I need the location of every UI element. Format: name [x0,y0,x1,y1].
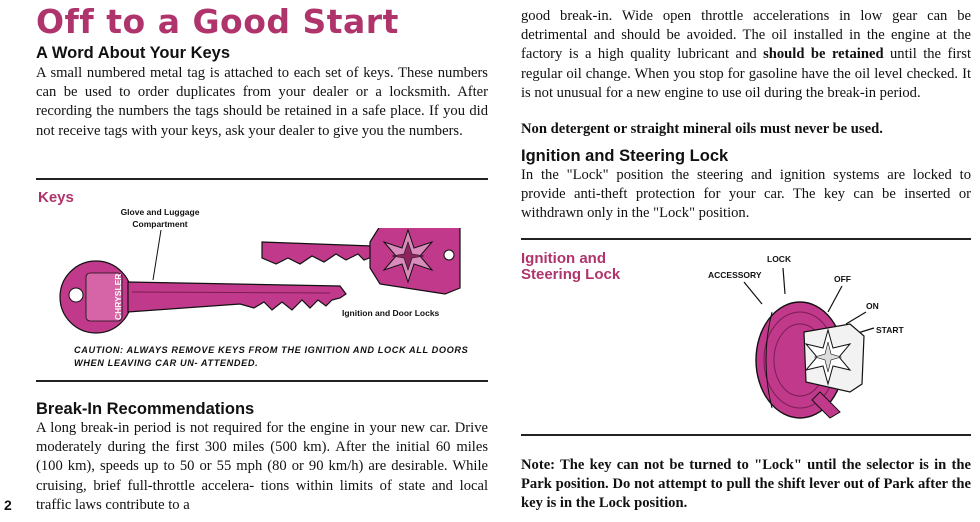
keys-figure-label: Keys [38,189,74,206]
ignition-key-label: Ignition and Door Locks [342,308,440,318]
off-position-label: OFF [834,274,851,284]
breakin-continued [521,7,971,103]
breakin-heading: Break-In Recommendations [36,400,255,418]
glove-label-pointer [153,230,161,280]
glove-key-label: Glove and Luggage Compartment [120,207,200,229]
start-position-label: START [876,325,904,335]
breakin-cont-bold: should be retained [763,46,884,63]
keys-paragraph: A small numbered metal tag is attached to each set of keys. These numbers can be used to order duplicates from your dealer or a locksmith. After recording the numbers the tags should be retained in a safe place. If you did not receive tags with your keys, ask your dealer to give you the numbers. [36,65,488,139]
ignition-figure-top-rule [521,238,971,240]
key-brand-text: CHRYSLER [113,273,123,320]
ignition-lock-illustration [700,262,890,432]
glove-luggage-key-icon [60,261,346,333]
ignition-key-icon [804,324,864,392]
breakin-cont-text-1: good break-in. Wide open throttle accelerations in low gear can be detrimental and should be avoided. The oil installed in the engine at the factory is a high quality lubricant and [521,8,971,63]
breakin-paragraph: A long break-in period is not required for the engine in your new car. Drive moderately during the first 300 miles (500 km). After the initial 60 miles (100 km), speeds up to 50 or 55 mph (80 or 90 km/h) are desirable. While cruising, brief full-throttle accelera- tions within limits of state and local traffic laws contribute to a [36,420,488,513]
page-number: 2 [4,497,12,513]
keys-heading: A Word About Your Keys [36,44,231,62]
ignition-figure-bottom-rule [521,434,971,436]
selector-note: Note: The key can not be turned to "Lock" until the selector is in the Park position. Do not attempt to pull the shift lever out of Park after the key is in the Lock position. [521,457,971,512]
keys-caution: CAUTION: ALWAYS REMOVE KEYS FROM THE IGNITION AND LOCK ALL DOORS WHEN LEAVING CAR UN- ATTENDED. [74,345,469,368]
keys-figure-bottom-rule [36,380,488,382]
on-position-label: ON [866,301,879,311]
ignition-paragraph: In the "Lock" position the steering and ignition systems are locked to provide anti-theft protection for your car. The key can be inserted or withdrawn only in the "Lock" position. [521,167,971,222]
ignition-figure-label: Ignition and Steering Lock [521,250,621,283]
lock-position-label: LOCK [767,254,792,264]
oil-warning: Non detergent or straight mineral oils must never be used. [521,121,883,137]
accessory-position-label: ACCESSORY [708,270,762,280]
ignition-heading: Ignition and Steering Lock [521,147,729,165]
keys-figure-top-rule [36,178,488,180]
ignition-door-key-icon [262,228,460,294]
breakin-cont-text-2: until the first regular oil change. When you stop for gasoline have the oil level checked. It is not unusual for a new engine to use oil during the break-in period. [521,46,971,101]
page-title: Off to a Good Start [36,2,399,41]
keys-illustration [40,228,490,346]
